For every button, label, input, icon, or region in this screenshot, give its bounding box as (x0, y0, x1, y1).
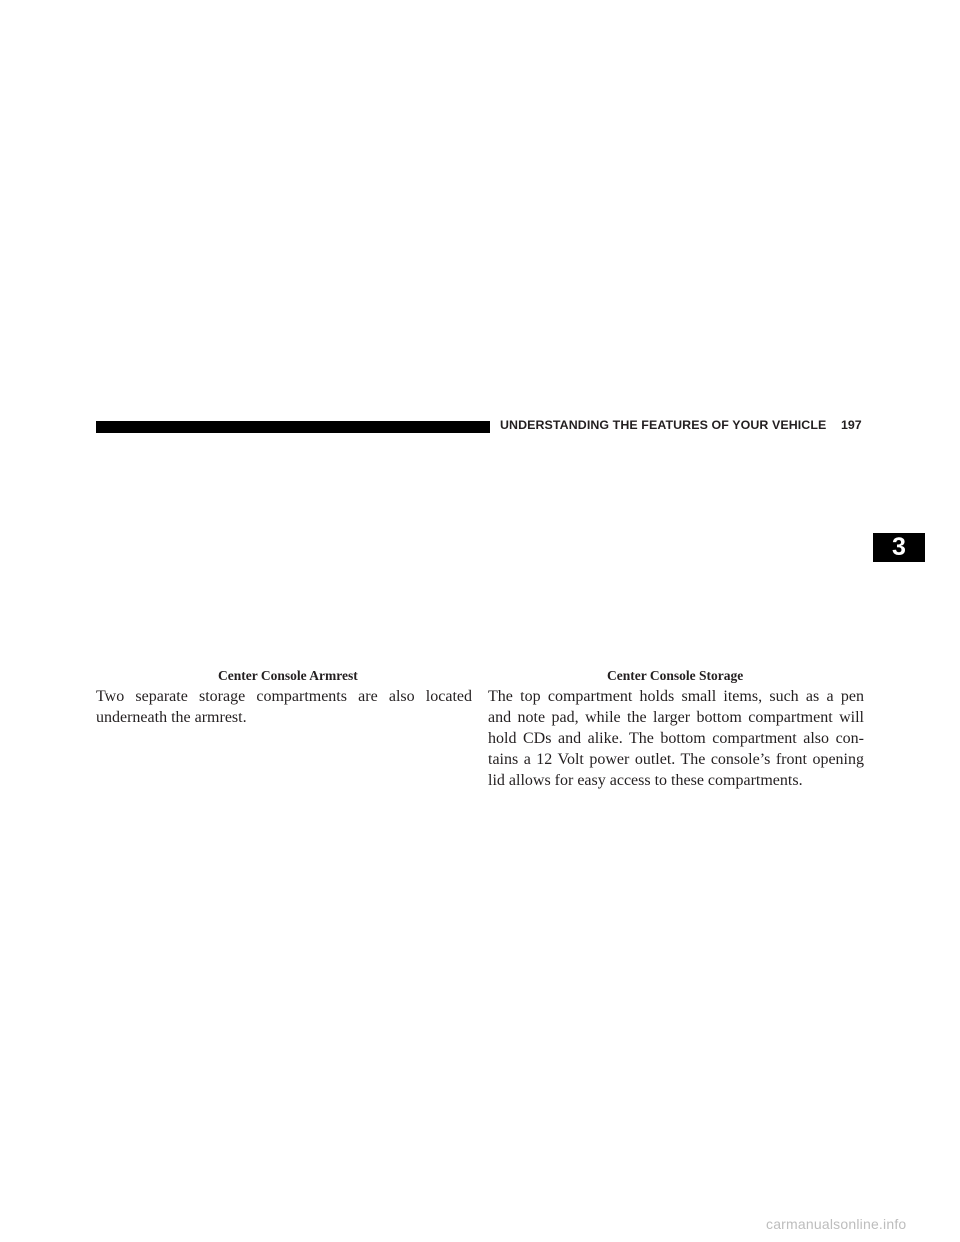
paragraph-line: lid allows for easy access to these compartments. (488, 772, 803, 789)
watermark-link[interactable]: carmanualsonline.info (766, 1216, 907, 1232)
section-title: UNDERSTANDING THE FEATURES OF YOUR VEHICLE (500, 418, 827, 432)
chapter-tab: 3 (873, 533, 925, 562)
armrest-paragraph (96, 686, 472, 728)
paragraph-line: The top compartment holds small items, such as a pen (488, 688, 864, 705)
figure-caption-armrest: Center Console Armrest (218, 668, 358, 683)
paragraph-line: tains a 12 Volt power outlet. The console’s front opening (488, 751, 864, 768)
storage-paragraph (488, 686, 864, 791)
header-rule-bar (96, 421, 490, 433)
paragraph-line: hold CDs and alike. The bottom compartment also con- (488, 730, 864, 747)
paragraph-line: Two separate storage compartments are also located (96, 688, 472, 705)
paragraph-line: and note pad, while the larger bottom compartment will (488, 709, 864, 726)
figure-caption-storage: Center Console Storage (607, 668, 744, 683)
paragraph-line: underneath the armrest. (96, 709, 247, 726)
page-number: 197 (841, 418, 862, 432)
